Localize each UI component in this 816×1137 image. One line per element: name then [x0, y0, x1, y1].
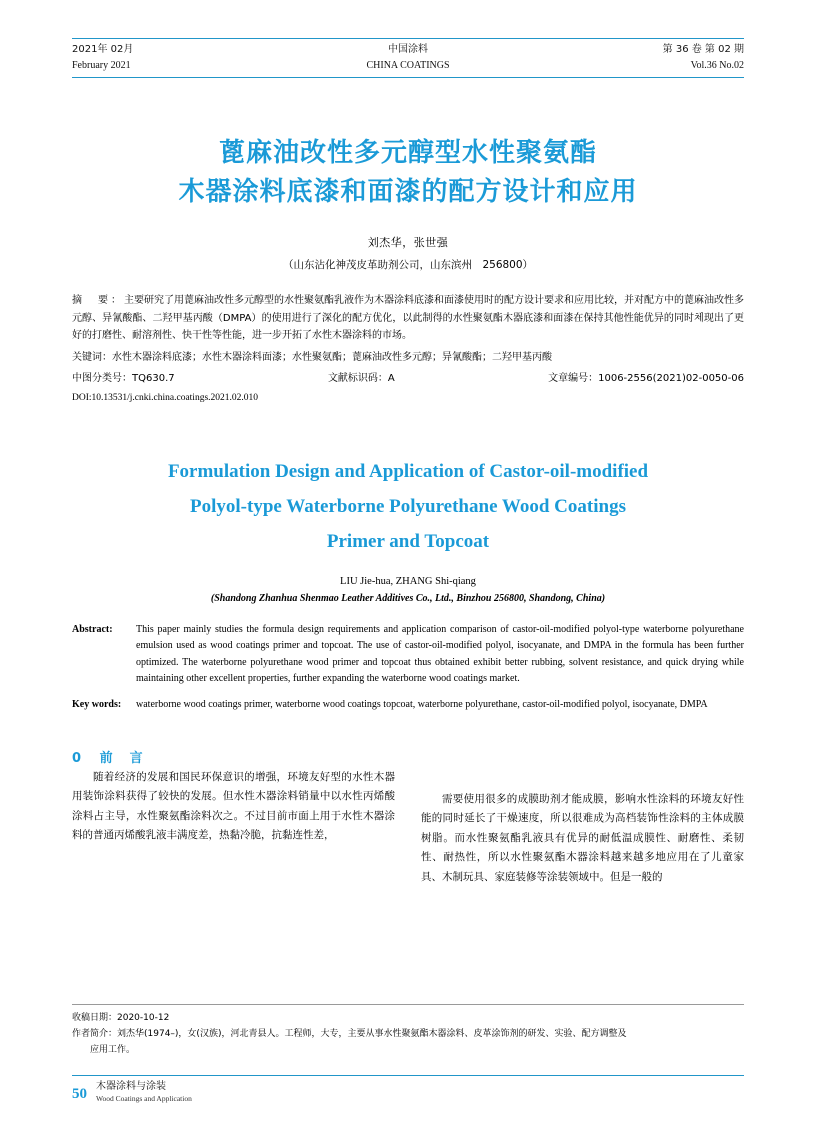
- author-bio-line1: 作者简介：刘杰华(1974–)，女(汉族)，河北青县人。工程师，大专，主要从事水性聚氨酯木器涂料、皮革涂饰剂的研发、实验、配方调整及: [72, 1029, 627, 1040]
- running-head-rule-bottom: [72, 77, 744, 78]
- running-head-right: [522, 44, 744, 72]
- footer-section-cn: 木器涂料与涂装: [96, 1081, 166, 1092]
- abstract-cn-text: 主要研究了用蓖麻油改性多元醇型的水性聚氨酯乳液作为木器涂料底漆和面漆使用时的配方设计要求和应用比较，并对配方中的蓖麻油改性多元醇、异氰酸酯、二羟甲基丙酸（DMPA）的使用进行了深化的配方优化，以此制得的水性聚氨酯木器底漆和面漆在保持其他性能优异的同时체现出了更好的打磨性、耐溶剂性、快干性等性能，进一步开拓了水性木器涂料的市场。: [72, 295, 744, 341]
- chinese-abstract-block: [72, 292, 744, 406]
- running-head: [72, 38, 744, 78]
- running-head-left: [72, 44, 294, 72]
- document-code: 文献标识码：A: [327, 373, 395, 384]
- body-column-right: [421, 768, 744, 887]
- issue-date-cn: 2021年 02月: [72, 44, 134, 55]
- section-title: 前 言: [99, 751, 145, 767]
- author-bio-line2: 应用工作。: [90, 1045, 136, 1056]
- page-title-en-line3: Primer and Topcoat: [326, 531, 490, 553]
- article-id: 文章编号：1006-2556(2021)02-0050-06: [548, 373, 744, 384]
- footer-rule: [72, 1075, 744, 1076]
- keywords-en: [72, 697, 744, 714]
- keywords-cn-label: 关键词：: [72, 351, 112, 363]
- abstract-en-text: This paper mainly studies the formula design requirements and application comparison of castor-oil-modified polyol-type waterborne polyurethane emulsion used as wood coatings primer and topcoat. The use of castor-oil-modified polyol, isocyanate, and DMPA in the formula has been further optimized. The waterborne polyurethane wood primer and topcoat thus obtained exhibit better rubbing, solvent resistance, and quick drying while maintaining other excellent properties, further expanding the waterborne wood coatings market.: [136, 623, 744, 685]
- article-meta-cn: [72, 370, 744, 388]
- page-title-en: [72, 454, 744, 559]
- volume-issue-en: Vol.36 No.02: [690, 59, 744, 71]
- page-footer: [72, 1075, 744, 1109]
- section-heading: [72, 747, 744, 766]
- affiliation-cn: （山东沾化神茂皮革助剂公司，山东滨州 256800）: [282, 259, 534, 271]
- body-column-left: [72, 768, 395, 887]
- abstract-cn-label: 摘 要：: [72, 295, 124, 306]
- received-date: 收稿日期：2020-10-12: [72, 1013, 170, 1024]
- authors-en: LIU Jie-hua, ZHANG Shi-qiang: [340, 575, 476, 587]
- affiliation-en: (Shandong Zhanhua Shenmao Leather Additives Co., Ltd., Binzhou 256800, Shandong, China): [210, 592, 606, 604]
- footer-journal-section: [96, 1081, 192, 1103]
- page-number: 50: [72, 1085, 87, 1102]
- footer-section-en: Wood Coatings and Application: [96, 1093, 192, 1103]
- journal-name-en: CHINA COATINGS: [366, 59, 450, 71]
- abstract-en: [72, 622, 744, 688]
- body-columns: [72, 768, 744, 887]
- page-title-en-line2: Polyol-type Waterborne Polyurethane Wood Coatings: [190, 496, 626, 518]
- page-title-cn-line1: 蓖麻油改性多元醇型水性聚氨酯: [218, 138, 597, 168]
- running-head-center: [294, 44, 522, 72]
- keywords-en-label: Key words:: [72, 698, 122, 710]
- page-title-cn: [72, 134, 744, 212]
- footnote-rule: [72, 1004, 744, 1005]
- abstract-cn: [72, 292, 744, 345]
- doi: DOI:10.13531/j.cnki.china.coatings.2021.02.010: [72, 392, 259, 403]
- english-abstract-block: [72, 622, 744, 714]
- clc-number: 中图分类号：TQ630.7: [72, 373, 175, 384]
- keywords-cn-text: 水性木器涂料底漆；水性木器涂料面漆；水性聚氨酯；蓖麻油改性多元醇；异氰酸酯；二羟甲基丙酸: [112, 351, 552, 363]
- article-page: [0, 38, 816, 1137]
- page-title-cn-line2: 木器涂料底漆和面漆的配方设计和应用: [178, 177, 638, 207]
- authors-cn: 刘杰华，张世强: [367, 236, 449, 249]
- issue-date-en: February 2021: [72, 59, 131, 71]
- abstract-en-label: Abstract:: [72, 623, 113, 635]
- keywords-en-text: waterborne wood coatings primer, waterborne wood coatings topcoat, waterborne polyurethane, castor-oil-modified polyol, isocyanate, DMPA: [136, 698, 708, 710]
- keywords-cn: [72, 349, 744, 367]
- body-paragraph: 随着经济的发展和国民环保意识的增强，环境友好型的水性木器用装饰涂料获得了较快的发展。但水性木器涂料销量中以水性丙烯酸涂料占主导，水性聚氨酯涂料次之。不过目前市面上用于水性木器涂料的普通丙烯酸乳液丰满度差，热黏冷脆，抗黏连性差，: [72, 771, 395, 842]
- page-title-en-line1: Formulation Design and Application of Castor-oil-modified: [167, 461, 649, 483]
- running-head-rule-top: [72, 38, 744, 39]
- volume-issue-cn: 第 36 卷 第 02 期: [662, 44, 744, 55]
- section-number: 0: [72, 751, 84, 767]
- journal-name-cn: 中国涂料: [388, 44, 428, 55]
- footnotes: [72, 1004, 744, 1059]
- body-paragraph: 需要使用很多的成膜助剂才能成膜，影响水性涂料的环境友好性能的同时延长了干燥速度，所以很难成为高档装饰性涂料的主体成膜树脂。而水性聚氨酯乳液具有优异的耐低温成膜性、耐磨性、柔韧性、耐热性，所以水性聚氨酯木器涂料越来越多地应用在了儿童家具、木制玩具、家庭装修等涂装领域中。但是一般的: [421, 793, 744, 883]
